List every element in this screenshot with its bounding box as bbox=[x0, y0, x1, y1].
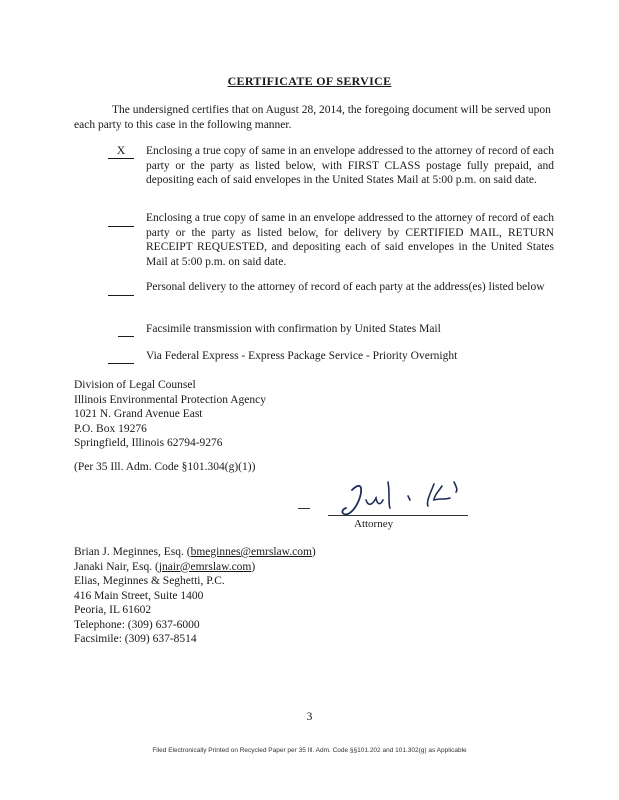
document-title: CERTIFICATE OF SERVICE bbox=[227, 74, 392, 88]
option-2-text: Enclosing a true copy of same in an envelope addressed to the attorney of record of each party or the party as listed below, for delivery by CERTIFIED MAIL, RETURN RECEIPT REQUESTED, and depositing each of said envelopes in the United States Mail at 5:00 p.m. on said date. bbox=[146, 212, 554, 268]
option-1-checkbox-blank: X bbox=[108, 145, 134, 159]
recipient-line: P.O. Box 19276 bbox=[74, 422, 147, 435]
page-number: 3 bbox=[306, 711, 313, 723]
sender-line-2: Janaki Nair, Esq. (jnair@emrslaw.com) bbox=[74, 560, 256, 573]
recipient-line: Illinois Environmental Protection Agency bbox=[74, 393, 266, 406]
sender-line-1: Brian J. Meginnes, Esq. (bmeginnes@emrslaw.com) bbox=[74, 546, 316, 558]
recipient-line: Division of Legal Counsel bbox=[74, 379, 196, 391]
rule-citation: (Per 35 Ill. Adm. Code §101.304(g)(1)) bbox=[74, 461, 256, 473]
intro-paragraph: The undersigned certifies that on August 28, 2014, the foregoing document will be served upon each party to this case in the following manner. bbox=[74, 104, 551, 131]
sender-line: Telephone: (309) 637-6000 bbox=[74, 618, 200, 631]
recipient-address bbox=[74, 378, 374, 451]
option-3-text: Personal delivery to the attorney of record of each party at the address(es) listed below bbox=[146, 281, 545, 293]
filing-footer: Filed Electronically Printed on Recycled Paper per 35 Ill. Adm. Code §§101.202 and 101.302(g) as Applicable bbox=[152, 747, 467, 754]
email-link-jnair[interactable]: jnair@emrslaw.com bbox=[158, 560, 252, 573]
option-4-text: Facsimile transmission with confirmation by United States Mail bbox=[146, 323, 441, 335]
recipient-line: Springfield, Illinois 62794-9276 bbox=[74, 437, 223, 449]
signature-line bbox=[328, 515, 468, 516]
option-1-text: Enclosing a true copy of same in an envelope addressed to the attorney of record of each party or the party as listed below, with FIRST CLASS postage fully prepaid, and depositing each of said envelopes in the United States Mail at 5:00 p.m. on said date. bbox=[146, 145, 554, 186]
signature-label: Attorney bbox=[354, 518, 394, 530]
option-2-checkbox-blank bbox=[108, 213, 134, 227]
signature-dash bbox=[298, 508, 310, 509]
sender-line: Peoria, IL 61602 bbox=[74, 604, 152, 616]
option-4-checkbox-blank bbox=[118, 323, 134, 337]
recipient-line: 1021 N. Grand Avenue East bbox=[74, 408, 203, 420]
email-link-bmeginnes[interactable]: bmeginnes@emrslaw.com bbox=[190, 546, 312, 558]
option-5-text: Via Federal Express - Express Package Service - Priority Overnight bbox=[146, 350, 458, 362]
sender-line: Facsimile: (309) 637-8514 bbox=[74, 633, 197, 645]
sender-line: 416 Main Street, Suite 1400 bbox=[74, 589, 204, 602]
option-5-checkbox-blank bbox=[108, 350, 134, 364]
sender-line: Elias, Meginnes & Seghetti, P.C. bbox=[74, 575, 225, 587]
sender-block bbox=[74, 545, 434, 647]
option-3-checkbox-blank bbox=[108, 282, 134, 296]
